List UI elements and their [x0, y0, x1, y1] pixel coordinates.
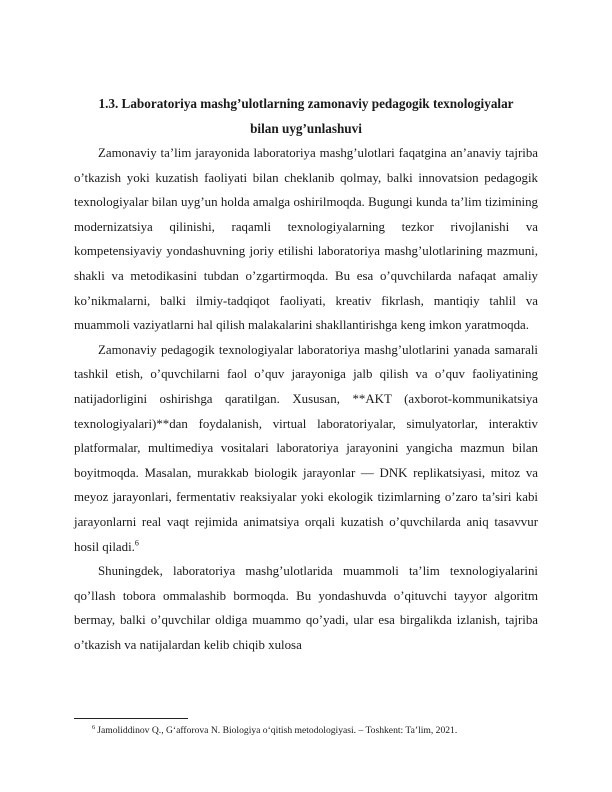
footnote — [92, 724, 538, 737]
section-heading — [74, 92, 538, 141]
paragraph — [74, 141, 538, 338]
footnote-reference[interactable]: 6 — [134, 538, 139, 548]
paragraph — [74, 559, 538, 657]
paragraph-text: Zamonaviy pedagogik texnologiyalar laboratoriya mashg’ulotlarini yanada samarali tashkil etish, o’quvchilarni faol o’quv jarayoniga jalb qilish va o’quv faoliyatining natijadorligini oshirishga qaratilgan. Xususan, **AKT (axborot-kommunikatsiya texnologiyalari)**dan foydalanish, virtual laboratoriyalar, simulyatorlar, interaktiv platformalar, multimediya vositalari laboratoriya jarayonini yangicha mazmun bilan boyitmoqda. Masalan, murakkab biologik jarayonlar — DNK replikatsiyasi, mitoz va meyoz jarayonlari, fermentativ reaksiyalar yoki ekologik tizimlarning o’zaro ta’siri kabi jarayonlarni real vaqt rejimida animatsiya orqali kuzatish o’quvchilarda aniq tasavvur hosil qiladi. — [74, 342, 538, 554]
footnote-separator — [74, 718, 188, 719]
heading-line-2: bilan uyg’unlashuvi — [250, 120, 362, 136]
body-text — [74, 141, 538, 657]
paragraph-text: Shuningdek, laboratoriya mashg’ulotlarida muammoli ta’lim texnologiyalarini qo’llash tobora ommalashib bormoqda. Bu yondashuvda o’qituvchi tayyor algoritm bermay, balki o’quvchilar oldiga muammo qo’yadi, ular esa birgalikda izlanish, tajriba o’tkazish va natijalardan kelib chiqib xulosa — [74, 564, 538, 652]
footnote-text: Jamoliddinov Q., G‘afforova N. Biologiya o‘qitish metodologiyasi. – Toshkent: Ta’lim, 2021. — [97, 725, 458, 736]
heading-line-1: 1.3. Laboratoriya mashg’ulotlarning zamonaviy pedagogik texnologiyalar — [98, 96, 514, 111]
paragraph — [74, 338, 538, 559]
paragraph-text: Zamonaviy ta’lim jarayonida laboratoriya mashg’ulotlari faqatgina an’anaviy tajriba o’tkazish yoki kuzatish faoliyati bilan cheklanib qolmay, balki innovatsion pedagogik texnologiyalar bilan uyg’un holda amalga oshirilmoqda. Bugungi kunda ta’lim tizimining modernizatsiya qilinishi, raqamli texnologiyalarning tezkor rivojlanishi va kompetensiyaviy yondashuvning joriy etilishi laboratoriya mashg’ulotlarining mazmuni, shakli va metodikasini tubdan o’zgartirmoqda. Bu esa o’quvchilarda nafaqat amaliy ko’nikmalarni, balki ilmiy-tadqiqot faoliyati, kreativ fikrlash, mantiqiy tahlil va muammoli vaziyatlarni hal qilish malakalarini shakllantirishga keng imkon yaratmoqda. — [74, 146, 538, 333]
footnote-number: 6 — [92, 723, 96, 731]
